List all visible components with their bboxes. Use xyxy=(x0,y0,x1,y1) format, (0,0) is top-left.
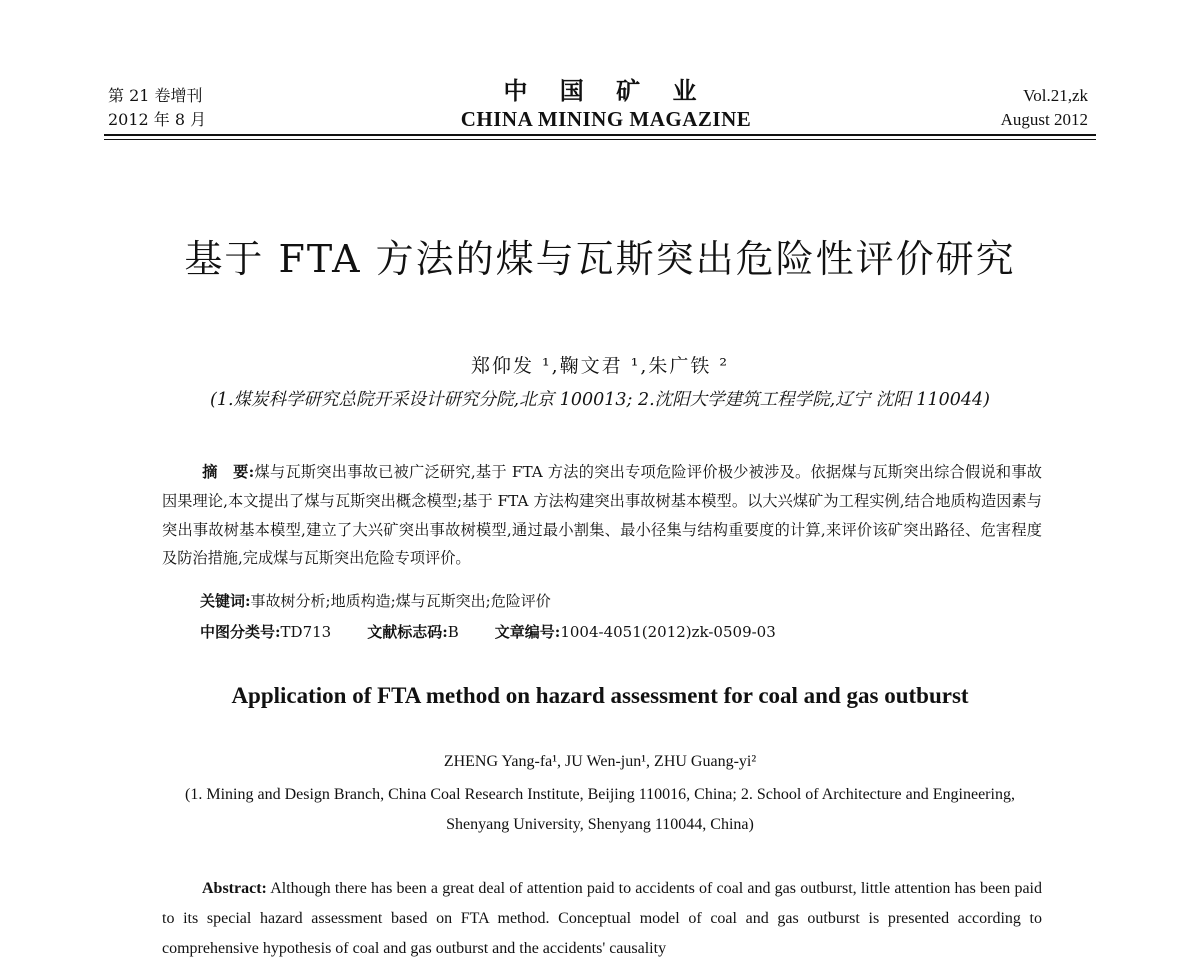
header-rule-thin xyxy=(104,139,1096,140)
paper-title-en: Application of FTA method on hazard assessment for coal and gas outburst xyxy=(231,683,969,708)
volume-cn: 第 21 卷增刊 xyxy=(108,86,203,105)
date-cn: 2012 年 8 月 xyxy=(108,110,207,129)
abstract-cn-label: 摘 要: xyxy=(202,463,255,481)
header-right xyxy=(1001,84,1088,132)
date-en: August 2012 xyxy=(1000,110,1088,129)
article-no-value: 1004-4051(2012)zk-0509-03 xyxy=(560,623,776,641)
keywords-label: 关键词: xyxy=(200,592,251,610)
volume-en: Vol.21,zk xyxy=(1023,86,1088,105)
doc-code-label: 文献标志码: xyxy=(367,623,448,641)
clc-label: 中图分类号: xyxy=(200,623,281,641)
affiliation-en: (1. Mining and Design Branch, China Coal Research Institute, Beijing 110016, China; 2. School of Architecture and Engineering, Shenyang University, Shenyang 110044, China) xyxy=(185,786,1015,833)
abstract-en xyxy=(162,874,1042,964)
header-rule-thick xyxy=(104,134,1096,136)
paper-title-cn: 基于 FTA 方法的煤与瓦斯突出危险性评价研究 xyxy=(184,237,1016,281)
authors-cn: 郑仰发 ¹,鞠文君 ¹,朱广铁 ² xyxy=(470,355,730,377)
abstract-en-label: Abstract: xyxy=(202,880,267,897)
abstract-en-text: Although there has been a great deal of attention paid to accidents of coal and gas outburst, little attention has been paid to its special hazard assessment based on FTA method. Conceptual model of coal and gas outburst is presented according to comprehensive hypothesis of coal and gas outburst and the accidents' causality xyxy=(162,880,1042,957)
classification-row xyxy=(200,619,776,645)
clc-value: TD713 xyxy=(280,623,332,641)
keywords-text: 事故树分析;地质构造;煤与瓦斯突出;危险评价 xyxy=(250,592,551,610)
journal-name-cn: 中 国 矿 业 xyxy=(503,76,709,105)
keywords-cn xyxy=(200,588,551,614)
article-no-label: 文章编号: xyxy=(494,623,561,641)
abstract-cn-text: 煤与瓦斯突出事故已被广泛研究,基于 FTA 方法的突出专项危险评价极少被涉及。依据煤与瓦斯突出综合假说和事故因果理论,本文提出了煤与瓦斯突出概念模型;基于 FTA 方法构建突出事故树基本模型。以大兴煤矿为工程实例,结合地质构造因素与突出事故树基本模型,建立了大兴矿突出事故树模型,通过最小割集、最小径集与结构重要度的计算,来评价该矿突出路径、危害程度及防治措施,完成煤与瓦斯突出危险专项评价。 xyxy=(162,463,1042,568)
journal-name-en: CHINA MINING MAGAZINE xyxy=(460,107,752,131)
doc-code-value: B xyxy=(447,623,459,641)
header-center xyxy=(400,76,812,132)
affiliation-cn: (1.煤炭科学研究总院开采设计研究分院,北京 100013; 2.沈阳大学建筑工程学院,辽宁 沈阳 110044) xyxy=(210,390,990,410)
header-left xyxy=(108,84,206,132)
abstract-cn xyxy=(162,458,1042,573)
authors-en: ZHENG Yang-fa¹, JU Wen-jun¹, ZHU Guang-yi² xyxy=(443,753,757,770)
